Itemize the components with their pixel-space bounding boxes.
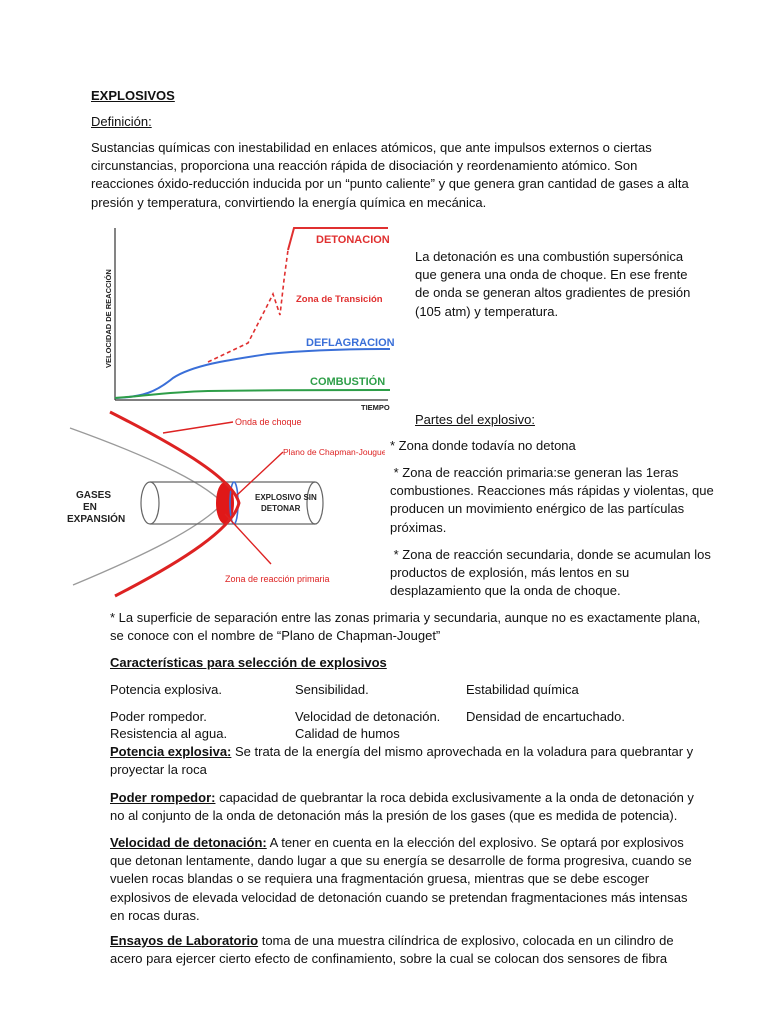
label-detonacion: DETONACION xyxy=(316,234,390,246)
parts-heading: Partes del explosivo: xyxy=(415,412,535,427)
char-potencia: Potencia explosiva. xyxy=(110,682,223,697)
definition-paragraph: Sustancias químicas con inestabilidad en enlaces atómicos, que ante impulsos externos o ciertas circunstancias, proporciona una reacción rápida de disociación y reordenamiento atómico. Son reacciones óxido-reducción inducida por un “punto caliente” y que genera gran cantidad de gases a alta presión y temperatura, convirtiendo la energía química en mecánica. xyxy=(91,140,689,210)
label-transicion: Zona de Transición xyxy=(296,294,383,305)
characteristics-heading: Características para selección de explosivos xyxy=(110,655,387,670)
potencia-text: Se trata de la energía del mismo aprovechada en la voladura para quebrantar y proyectar la roca xyxy=(110,744,694,778)
cylinder-right-end xyxy=(307,482,323,524)
poder-text: capacidad de quebrantar la roca debida exclusivamente a la onda de detonación y no al conjunto de la onda de detonación más la presión de los gases (que es medida de potencia). xyxy=(110,790,694,824)
definition-heading: Definición: xyxy=(91,114,152,129)
detonation-paragraph: La detonación es una combustión supersónica que genera una onda de choque. En ese frente de onda se generan altos gradientes de presión (105 atm) y temperatura. xyxy=(415,249,691,319)
label-gases-1: GASES xyxy=(76,490,112,501)
label-explosivo-1: EXPLOSIVO SIN xyxy=(255,493,317,502)
poder-paragraph xyxy=(110,789,700,825)
char-densidad: Densidad de encartuchado. xyxy=(466,709,626,724)
velocidad-label: Velocidad de detonación: xyxy=(110,835,267,850)
ensayos-text: toma de una muestra cilíndrica de explosivo, colocada en un cilindro de acero para ejercer cierto efecto de confinamiento, sobre la cual se colocan dos sensores de fibra xyxy=(110,933,674,967)
velocidad-text: A tener en cuenta en la elección del explosivo. Se optará por explosivos que detonan lentamente, dando lugar a que su energía se desarrolle de forma progresiva, cuando se vuelen rocas blandas o se requiera una fragmentación gruesa, mientras que se debe escoger explosivos de elevada velocidad de detonación cuando se pretendan fragmentaciones más intensas en rocas duras. xyxy=(110,835,692,923)
detonation-front-diagram xyxy=(65,410,385,598)
potencia-paragraph xyxy=(110,743,700,779)
chart-ylabel: VELOCIDAD DE REACCIÓN xyxy=(104,269,113,368)
cylinder-left-end xyxy=(141,482,159,524)
velocidad-paragraph xyxy=(110,834,700,925)
label-gases-3: EXPANSIÓN xyxy=(67,514,126,525)
char-velocidad: Velocidad de detonación. xyxy=(295,709,441,724)
transition-curve xyxy=(208,250,288,362)
pointer-zona xyxy=(225,514,271,564)
chapman-note: * La superficie de separación entre las zonas primaria y secundaria, aunque no es exactamente plana, se conoce con el nombre de “Plano de Chapman-Jouget” xyxy=(110,610,701,644)
ensayos-label: Ensayos de Laboratorio xyxy=(110,933,259,948)
label-deflagracion: DEFLAGRACION xyxy=(306,337,395,349)
label-explosivo-2: DETONAR xyxy=(261,504,301,513)
pointer-plano xyxy=(236,452,283,496)
detonation-front-svg xyxy=(65,410,385,598)
char-humos: Calidad de humos xyxy=(295,726,400,741)
label-plano: Plano de Chapman-Jouguet xyxy=(283,447,385,457)
parts-item-3: * Zona de reacción secundaria, donde se acumulan los productos de explosión, más lentos en su desplazamiento que la onda de choque. xyxy=(390,547,715,599)
char-estabilidad: Estabilidad química xyxy=(466,682,579,697)
pointer-onda xyxy=(163,422,233,433)
poder-label: Poder rompedor: xyxy=(110,790,216,805)
label-zona-primaria: Zona de reacción primaria xyxy=(225,574,330,584)
char-poder: Poder rompedor. xyxy=(110,709,207,724)
label-combustion: COMBUSTIÓN xyxy=(310,376,386,388)
parts-item-1: * Zona donde todavía no detona xyxy=(390,438,576,453)
parts-item-2: * Zona de reacción primaria:se generan las 1eras combustiones. Reacciones más rápidas y violentas, que producen un movimiento enérgico de las partículas próximas. xyxy=(390,465,718,535)
potencia-label: Potencia explosiva: xyxy=(110,744,232,759)
reaction-velocity-svg xyxy=(98,220,398,416)
label-gases-2: EN xyxy=(83,502,97,513)
combustion-curve xyxy=(115,390,390,398)
chart-xlabel: TIEMPO xyxy=(361,403,390,412)
page-title: EXPLOSIVOS xyxy=(91,88,175,103)
char-sensibilidad: Sensibilidad. xyxy=(295,682,369,697)
reaction-velocity-chart xyxy=(98,220,398,416)
ensayos-paragraph xyxy=(110,932,700,968)
char-resistencia: Resistencia al agua. xyxy=(110,726,228,741)
label-onda: Onda de choque xyxy=(235,417,302,427)
